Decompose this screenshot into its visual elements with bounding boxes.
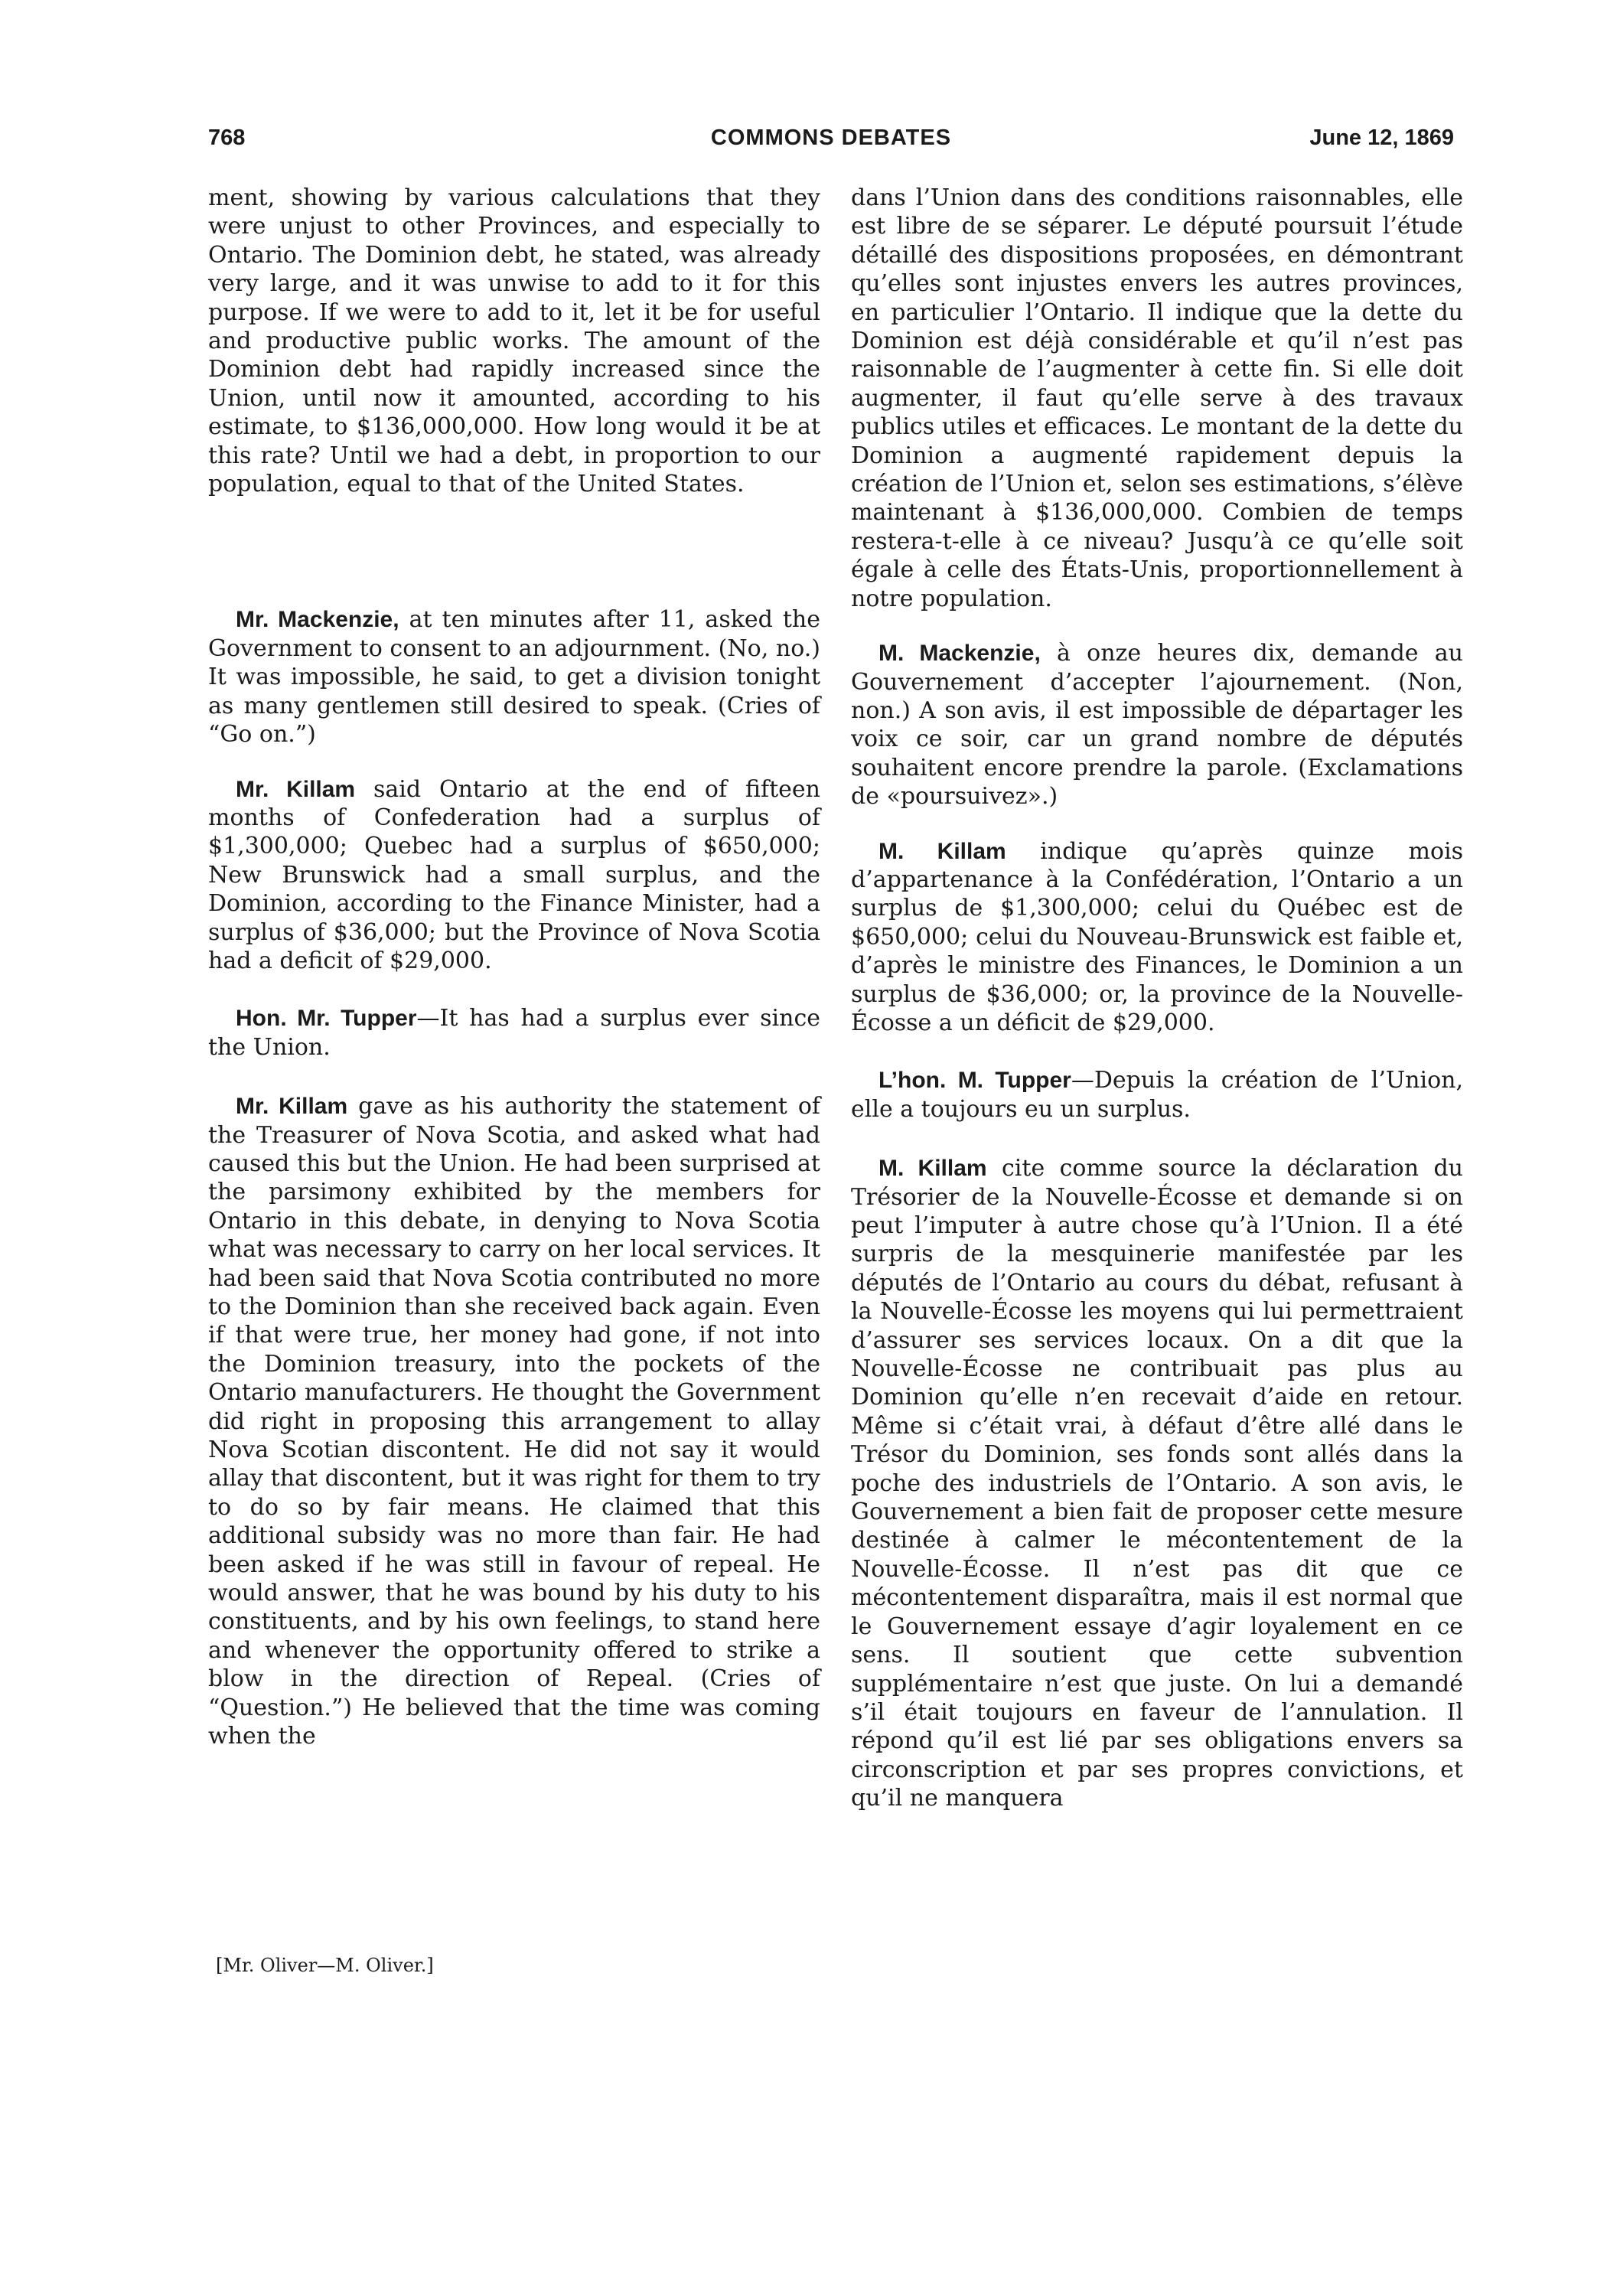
- speaker-name: Hon. Mr. Tupper: [236, 1006, 417, 1032]
- speaker-name: L’hon. M. Tupper: [878, 1068, 1071, 1094]
- fr-paragraph-tupper: [851, 1066, 1463, 1124]
- fr-p2-text: à onze heures dix, demande au Gouvernement d’accepter l’ajournement. (Non, non.) A son avis, il est impossible de départager les voix ce soir, car un grand nombre de députés souhaitent encore prendre la parole. (Exclamations de «poursuivez».): [851, 640, 1463, 810]
- speaker-name: M. Killam: [878, 838, 1006, 864]
- fr-paragraph-killam-2: [851, 1154, 1463, 1812]
- publication-title: COMMONS DEBATES: [710, 126, 952, 150]
- en-paragraph-killam-2: [208, 1092, 820, 1750]
- en-p5-text: gave as his authority the statement of the Treasurer of Nova Scotia, and asked what had caused this but the Union. He had been surprised at the parsimony exhibited by the members for Ontario in this debate, in denying to Nova Scotia what was necessary to carry on her local services. It had been said that Nova Scotia contributed no more to the Dominion than she received back again. Even if that were true, her money had gone, if not into the Dominion treasury, into the pockets of the Ontario manufacturers. He thought the Government did right in proposing this arrangement to allay Nova Scotian discontent. He did not say it would allay that discontent, but it was right for them to try to do so by fair means. He claimed that this additional subsidy was no more than fair. He had been asked if he was still in favour of repeal. He would answer, that he was bound by his duty to his constituents, and by his own feelings, to stand here and whenever the opportunity offered to strike a blow in the direction of Repeal. (Cries of “Question.”) He believed that the time was coming when the: [208, 1093, 820, 1750]
- speaker-name: Mr. Killam: [236, 776, 356, 802]
- fr-p3-text: indique qu’après quinze mois d’appartenance à la Confédération, l’Ontario a un surplus de $1,300,000; celui du Québec est de $650,000; celui du Nouveau-Brunswick est faible et, d’après le ministre des Finances, le Dominion a un surplus de $36,000; or, la province de la Nouvelle-Écosse a un déficit de $29,000.: [851, 837, 1463, 1036]
- en-p2-text: at ten minutes after 11, asked the Government to consent to an adjournment. (No, no.) It was impossible, he said, to get a division tonight as many gentlemen still desired to speak. (Cries of “Go on.”): [208, 606, 820, 748]
- fr-paragraph-continuation: [851, 184, 1463, 613]
- en-paragraph-killam: [208, 775, 820, 976]
- fr-p4-text: —Depuis la création de l’Union, elle a toujours eu un surplus.: [851, 1067, 1463, 1123]
- en-paragraph-mackenzie: [208, 605, 820, 748]
- debate-date: June 12, 1869: [1309, 126, 1454, 150]
- fr-paragraph-killam: [851, 837, 1463, 1038]
- en-p1-text: ment, showing by various calculations that they were unjust to other Provinces, and especially to Ontario. The Dominion debt, he stated, was already very large, and it was unwise to add to it for this purpose. If we were to add to it, let it be for useful and productive public works. The amount of the Dominion debt had rapidly increased since the Union, until now it amounted, according to his estimate, to $136,000,000. How long would it be at this rate? Until we had a debt, in proportion to our population, equal to that of the United States.: [208, 184, 820, 498]
- english-column: [208, 184, 820, 1751]
- fr-p1-text: dans l’Union dans des conditions raisonnables, elle est libre de se séparer. Le député poursuit l’étude détaillé des dispositions proposées, en démontrant qu’elles sont injustes envers les autres provinces, en particulier l’Ontario. Il indique que la dette du Dominion est déjà considérable et qu’il n’est pas raisonnable de l’augmenter à cette fin. Si elle doit augmenter, il faut qu’elle serve à des travaux publics utiles et efficaces. Le montant de la dette du Dominion a augmenté rapidement depuis la création de l’Union et, selon ses estimations, s’élève maintenant à $136,000,000. Combien de temps restera-t-elle à ce niveau? Jusqu’à ce qu’elle soit égale à celle des États-Unis, proportionnellement à notre population.: [851, 184, 1463, 612]
- en-p3-text: said Ontario at the end of fifteen months of Confederation had a surplus of $1,300,000; Quebec had a surplus of $650,000; New Brunswick had a small surplus, and the Dominion, according to the Finance Minister, had a surplus of $36,000; but the Province of Nova Scotia had a deficit of $29,000.: [208, 775, 820, 974]
- fr-p5-text: cite comme source la déclaration du Trésorier de la Nouvelle-Écosse et demande si on peut l’imputer à autre chose qu’à l’Union. Il a été surpris de la mesquinerie manifestée par les députés de l’Ontario au cours du débat, refusant à la Nouvelle-Écosse les moyens qui lui permettraient d’assurer ses services locaux. On a dit que la Nouvelle-Écosse ne contribuait pas plus au Dominion qu’elle n’en recevait d’aide en retour. Même si c’était vrai, à défaut d’être allé dans le Trésor du Dominion, ses fonds sont allés dans la poche des industriels de l’Ontario. A son avis, le Gouvernement a bien fait de proposer cette mesure destinée à calmer le mécontentement de la Nouvelle-Écosse. Il n’est pas dit que ce mécontentement disparaîtra, mais il est normal que le Gouvernement essaye d’agir loyalement en ce sens. Il soutient que cette subvention supplémentaire n’est que juste. On lui a demandé s’il était toujours en faveur de l’annulation. Il répond qu’il est lié par ses obligations envers sa circonscription et par ses propres convictions, et qu’il ne manquera: [851, 1155, 1463, 1812]
- en-p4-text: —It has had a surplus ever since the Union.: [208, 1005, 820, 1061]
- footer-speaker-note: [Mr. Oliver—M. Oliver.]: [216, 1955, 434, 1976]
- french-column: [851, 184, 1463, 1813]
- speaker-name: M. Killam: [878, 1156, 987, 1182]
- speaker-name: M. Mackenzie,: [878, 641, 1041, 667]
- speaker-name: Mr. Killam: [236, 1094, 348, 1120]
- en-paragraph-tupper: [208, 1004, 820, 1062]
- page-header: [208, 126, 1454, 159]
- page-number: 768: [208, 126, 246, 150]
- en-paragraph-continuation: [208, 184, 820, 498]
- speaker-name: Mr. Mackenzie,: [236, 607, 399, 633]
- fr-paragraph-mackenzie: [851, 639, 1463, 810]
